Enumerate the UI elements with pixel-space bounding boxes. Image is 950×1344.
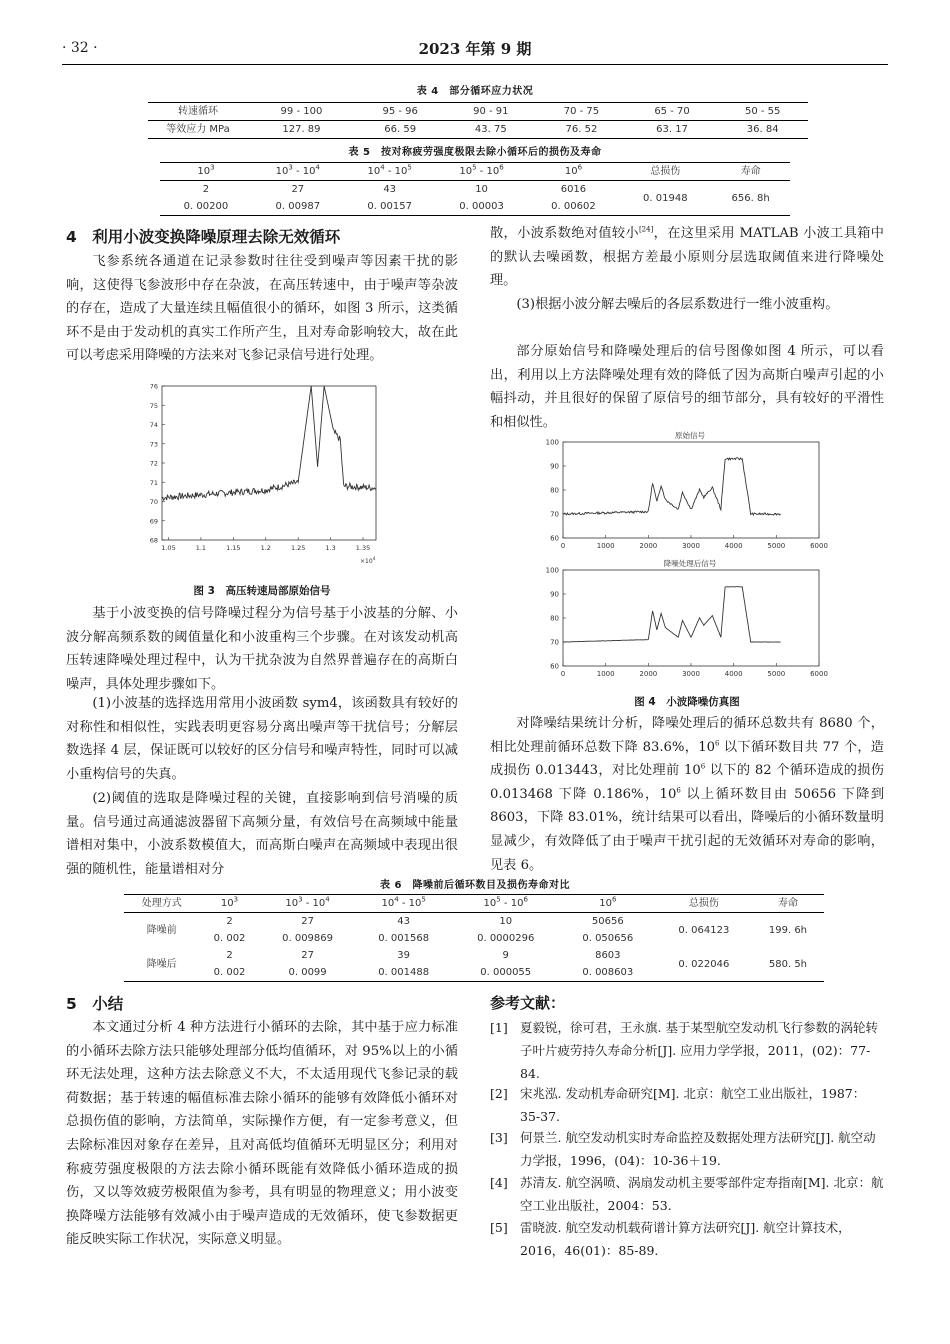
plot-frame xyxy=(563,570,819,666)
table-cell: 0. 000055 xyxy=(452,964,560,982)
y-tick-label: 75 xyxy=(149,401,158,410)
table-cell: 36. 84 xyxy=(717,121,808,139)
x-tick-label: 0 xyxy=(560,670,566,678)
reference-item: [1] 夏毅锐，徐可君，王永旗. 基于某型航空发动机飞行参数的涡轮转子叶片疲劳持久寿命分析[J]. 应用力学学报，2011，(02)：77-84. xyxy=(490,1020,878,1081)
table-cell: 27 xyxy=(301,916,314,927)
table-cell: 转速循环 xyxy=(148,103,248,121)
table-cell: 27 xyxy=(301,950,314,961)
figure4-chart xyxy=(535,428,835,690)
x-tick-label: 2000 xyxy=(639,542,658,550)
table4 xyxy=(148,102,808,139)
x-tick-label: 6000 xyxy=(810,542,828,550)
journal-issue: 2023 年第 9 期 xyxy=(418,40,532,58)
y-tick-label: 68 xyxy=(149,536,158,545)
table-cell: 0. 00987 xyxy=(252,198,344,216)
table-cell: 63. 17 xyxy=(627,121,718,139)
table-cell: 199. 6h xyxy=(768,924,808,936)
y-tick-label: 80 xyxy=(550,486,559,495)
section4-paragraph-6: (3)根据小波分解去噪后的各层系数进行一维小波重构。 xyxy=(516,297,839,312)
table-header-cell: 总损伤 xyxy=(656,895,752,913)
table-header-cell: 处理方式 xyxy=(124,895,200,913)
table-cell: 2 xyxy=(202,184,210,195)
section4-paragraph-5: 散，小波系数绝对值较小[24]，在这里采用 MATLAB 小波工具箱中的默认去噪函数，根据方差最小原则分层选取阈值来进行降噪处理。 xyxy=(490,225,884,289)
table-row xyxy=(124,947,824,964)
table-header-cell: $10^6$ xyxy=(560,895,656,913)
table-header-cell: $10^3 - 10^4$ xyxy=(252,163,344,181)
table-cell: 10 xyxy=(475,184,488,195)
plot-frame xyxy=(563,442,819,538)
table-cell: 0. 002 xyxy=(213,933,246,944)
x-tick-label: 1.05 xyxy=(161,544,176,552)
x-tick-label: 5000 xyxy=(767,542,786,550)
table5-caption: 表 5 按对称疲劳强度极限去除小循环后的损伤及寿命 xyxy=(348,147,602,158)
table-cell: 6016 xyxy=(560,184,587,195)
y-tick-label: 70 xyxy=(149,498,158,506)
table-header-cell: 寿命 xyxy=(752,895,824,913)
table-cell: 2 xyxy=(226,916,233,927)
section4-paragraph-1: 飞参系统各通道在记录参数时往往受到噪声等因素干扰的影响，这使得飞参波形中存在杂波，在高压转速中，由于噪声等杂波的存在，造成了大量连续且幅值很小的循环，如图 3 所示，这类循环不是由于发动机的真实工作所产生，且对寿命影响较大，故在此可以考虑采用降噪的方法来对飞参记录信号进行处理。 xyxy=(66,254,458,364)
table-cell: 0. 0000296 xyxy=(477,933,535,944)
table-header-row xyxy=(160,163,790,181)
table-cell: 99 - 100 xyxy=(248,103,355,121)
table-header-cell: $10^3 - 10^4$ xyxy=(260,895,356,913)
table-cell: 降噪前 xyxy=(146,924,177,936)
y-tick-label: 70 xyxy=(550,638,559,647)
y-tick-label: 100 xyxy=(545,438,559,447)
y-tick-label: 60 xyxy=(550,662,559,671)
y-tick-label: 74 xyxy=(149,421,158,429)
figure4-top-title: 原始信号 xyxy=(675,431,705,440)
table-row xyxy=(148,121,808,139)
table-header-cell: $10^6$ xyxy=(528,163,620,181)
table6-caption: 表 6 降噪前后循环数目及损伤寿命对比 xyxy=(380,880,570,891)
y-tick-label: 100 xyxy=(545,566,559,575)
table-cell: 43 xyxy=(397,916,411,927)
y-tick-label: 73 xyxy=(149,440,158,449)
header-rule xyxy=(62,64,888,65)
table-header-cell: 总损伤 xyxy=(619,163,711,181)
table-header-cell: $10^5 - 10^6$ xyxy=(452,895,560,913)
x-tick-label: 1.35 xyxy=(355,544,371,552)
x-tick-label: 4000 xyxy=(724,542,743,550)
table-cell: 10 xyxy=(499,916,513,927)
citation: [24] xyxy=(638,225,654,234)
x-tick-label: 1.1 xyxy=(195,544,207,552)
x-tick-label: 1000 xyxy=(596,670,615,678)
figure4-bottom-title: 降噪处理后信号 xyxy=(663,559,717,568)
x-multiplier: $\times 10^4$ xyxy=(360,557,376,565)
table-cell: 降噪后 xyxy=(124,947,200,982)
section5-heading: 5 小结 xyxy=(66,995,124,1013)
table-cell: 等效应力 MPa xyxy=(148,121,248,139)
table-row xyxy=(124,913,824,931)
page-number: · 32 · xyxy=(62,40,98,56)
x-tick-label: 6000 xyxy=(810,670,828,678)
table-cell: 2 xyxy=(226,950,233,961)
table-cell: 0. 050656 xyxy=(582,933,634,944)
table-cell: 0. 064123 xyxy=(678,924,730,936)
reference-item: [4] 苏清友. 航空涡喷、涡扇发动机主要零部件定寿指南[M]. 北京：航空工业出版社，2004：53. xyxy=(490,1175,884,1213)
x-tick-label: 1.3 xyxy=(325,544,336,552)
x-tick-label: 3000 xyxy=(682,542,700,550)
x-tick-label: 0 xyxy=(560,542,566,550)
x-tick-label: 4000 xyxy=(724,670,743,678)
table-cell: 76. 52 xyxy=(536,121,627,139)
table-cell: 65 - 70 xyxy=(627,103,718,121)
table-header-cell: $10^4 - 10^5$ xyxy=(344,163,436,181)
table-cell: 95 - 96 xyxy=(355,103,446,121)
table-header-cell: $10^4 - 10^5$ xyxy=(356,895,452,913)
table-cell: 0. 008603 xyxy=(560,964,656,982)
x-tick-label: 1.25 xyxy=(290,544,306,552)
table-cell: 0. 00003 xyxy=(436,198,528,216)
plot-frame xyxy=(162,386,376,540)
reference-item: [3] 何景兰. 航空发动机实时寿命监控及数据处理方法研究[J]. 航空动力学报，1996，(04)：10-36＋19. xyxy=(490,1130,876,1168)
x-tick-label: 5000 xyxy=(767,670,786,678)
table-header-cell: $10^3$ xyxy=(160,163,252,181)
table-cell: 9 xyxy=(502,950,509,961)
section4-heading: 4 利用小波变换降噪原理去除无效循环 xyxy=(66,228,341,246)
x-tick-label: 1000 xyxy=(596,542,615,550)
table-cell: 43 xyxy=(383,184,397,195)
table-cell: 0. 022046 xyxy=(656,947,752,982)
table-cell: 127. 89 xyxy=(248,121,355,139)
table-cell: 8603 xyxy=(595,950,621,961)
figure3-caption: 图 3 高压转速局部原始信号 xyxy=(193,585,331,597)
figure3-chart xyxy=(138,380,388,580)
figure4-caption: 图 4 小波降噪仿真图 xyxy=(634,696,740,708)
table-cell: 0. 00157 xyxy=(344,198,436,216)
table-cell: 0. 00200 xyxy=(160,198,252,216)
y-tick-label: 70 xyxy=(550,510,559,519)
table-cell: 0. 0099 xyxy=(260,964,356,982)
table-cell: 0. 001488 xyxy=(356,964,452,982)
table-row xyxy=(148,103,808,121)
y-tick-label: 60 xyxy=(550,534,559,543)
x-tick-label: 3000 xyxy=(682,670,700,678)
table-cell: 656. 8h xyxy=(711,181,790,216)
reference-item: [5] 雷晓波. 航空发动机载荷谱计算方法研究[J]. 航空计算技术，2016，46(01)：85-89. xyxy=(490,1220,851,1258)
section4-paragraph-3: (1)小波基的选择选用常用小波函数 sym4，该函数具有较好的对称性和相似性，实践表明更容易分离出噪声等干扰信号；分解层数选择 4 层，保证既可以较好的区分信号和噪声特性，同时可以减小重构信号的失真。 xyxy=(66,696,458,782)
y-tick-label: 72 xyxy=(149,459,158,468)
table-cell: 0. 002 xyxy=(200,964,260,982)
table4-caption: 表 4 部分循环应力状况 xyxy=(416,86,534,97)
section4-paragraph-4: (2)阈值的选取是降噪过程的关键，直接影响到信号消噪的质量。信号通过高通滤波器留下高频分量，有效信号在高频域中能量谱相对集中，小波系数模值大，而高斯白噪声在高频域中表现出很强的随机性，能量谱相对分 xyxy=(66,791,458,877)
section4-paragraph-8: 对降噪结果统计分析，降噪处理后的循环总数共有 8680 个，相比处理前循环总数下降 83.6%，$10^6$ 以下循环数目共 77 个，造成损伤 0.013443，对比处理前 $10^6$ 以下的 82 个循环造成的损伤 0.013468 下降 0.186%，$10^6$ 以上循环数目由 50656 下降到 8603，下降 83.01%，统计结果可以看出，降噪后的小循环数量明显减少，有效降低了由于噪声干扰引起的无效循环对寿命的影响，见表 6。 xyxy=(490,716,885,873)
table-row xyxy=(160,181,790,199)
table-cell: 0. 00602 xyxy=(528,198,620,216)
table6 xyxy=(124,894,824,982)
table-cell: 0. 009869 xyxy=(282,933,334,944)
table-cell: 90 - 91 xyxy=(446,103,537,121)
section5-body: 本文通过分析 4 种方法进行小循环的去除，其中基于应力标准的小循环去除方法只能够处理部分低均值循环，对 95%以上的小循环无法处理，这种方法去除意义不大，不太适用现代飞参记录的载荷数据；基于转速的幅值标准去除小循环的能够有效降低小循环对总损伤值的影响，方法简单，实际操作方便，有一定参考意义，但去除标准因对象存在差异，且对高低均值循环无明显区分；利用对称疲劳强度极限的方法去除小循环既能有效降低小循环造成的损伤，又以等效疲劳极限值为参考，具有明显的物理意义；用小波变换降噪方法能够有效减小由于噪声造成的无效循环，使飞参数据更能反映实际工作状况，实际意义明显。 xyxy=(66,1020,458,1248)
references-heading: 参考文献： xyxy=(490,994,566,1012)
section4-paragraph-7: 部分原始信号和降噪处理后的信号图像如图 4 所示，可以看出，利用以上方法降噪处理有效的降低了因为高斯白噪声引起的小幅抖动，并且很好的保留了原信号的细节部分，具有较好的平滑性和相似性。 xyxy=(490,344,884,430)
x-tick-label: 1.15 xyxy=(226,544,241,552)
table-cell: 0. 001568 xyxy=(378,933,430,944)
reference-item: [2] 宋兆泓. 发动机寿命研究[M]. 北京：航空工业出版社，1987：35-37. xyxy=(490,1086,866,1124)
x-tick-label: 1.2 xyxy=(260,544,271,552)
table-header-cell: $10^5 - 10^6$ xyxy=(436,163,528,181)
section4-paragraph-2: 基于小波变换的信号降噪过程分为信号基于小波基的分解、小波分解高频系数的阈值量化和小波重构三个步骤。在对该发动机高压转速降噪处理过程中，认为干扰杂波为自然界普遍存在的高斯白噪声，具体处理步骤如下。 xyxy=(66,606,458,692)
table-cell: 70 - 75 xyxy=(536,103,627,121)
y-tick-label: 80 xyxy=(550,614,559,623)
table-cell: 50 - 55 xyxy=(717,103,808,121)
table-cell: 43. 75 xyxy=(446,121,537,139)
x-tick-label: 2000 xyxy=(639,670,658,678)
table-cell: 50656 xyxy=(591,916,624,927)
y-tick-label: 76 xyxy=(149,382,158,391)
y-tick-label: 69 xyxy=(149,517,158,526)
table-cell: 580. 5h xyxy=(752,947,824,982)
table-header-row xyxy=(124,895,824,913)
table-cell: 66. 59 xyxy=(355,121,446,139)
y-tick-label: 90 xyxy=(550,462,559,471)
table-header-cell: $10^3$ xyxy=(200,895,260,913)
y-tick-label: 90 xyxy=(550,590,559,599)
table-cell: 0. 01948 xyxy=(619,181,711,216)
y-tick-label: 71 xyxy=(149,478,158,487)
table-cell: 27 xyxy=(291,184,305,195)
table-header-cell: 寿命 xyxy=(711,163,790,181)
table-cell: 39 xyxy=(397,950,411,961)
table5 xyxy=(160,162,790,216)
